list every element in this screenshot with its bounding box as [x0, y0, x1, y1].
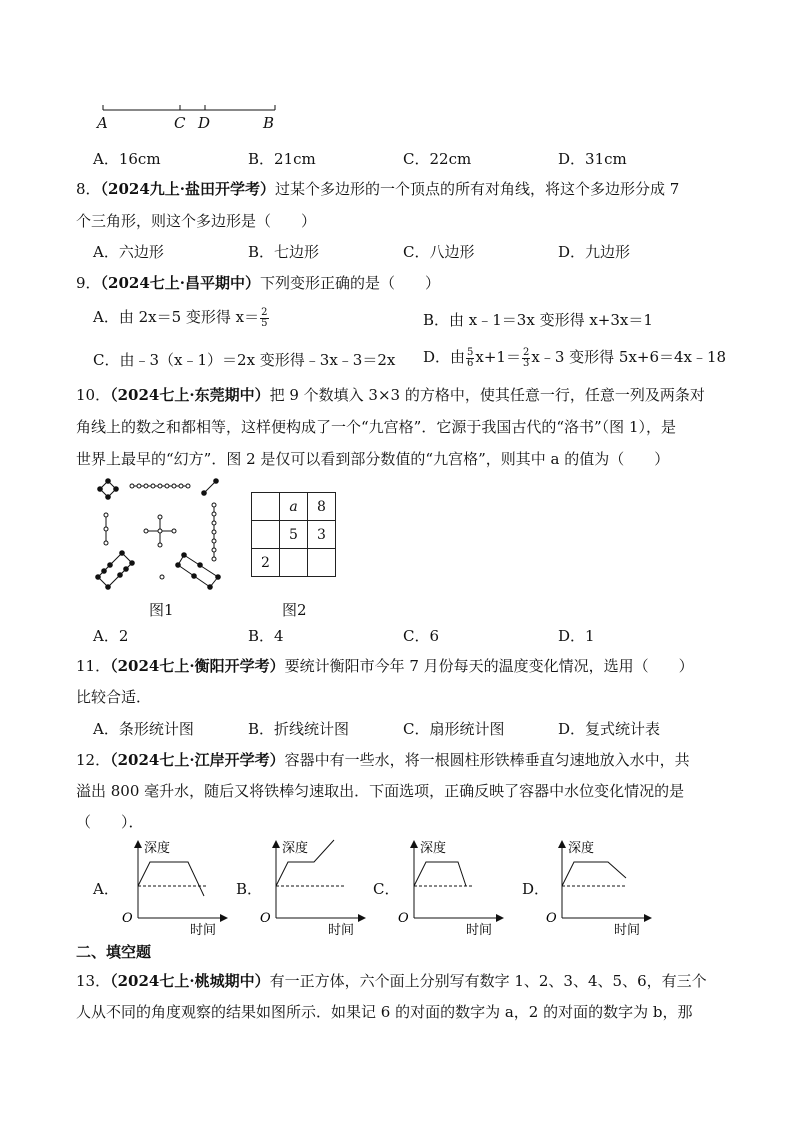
q7-option-d[interactable]: D．31cm: [558, 150, 627, 168]
q10-option-c[interactable]: C．6: [403, 627, 440, 645]
graph-ylabel: 深度: [282, 841, 309, 856]
segment-figure: [95, 100, 285, 134]
grid-cell: [252, 521, 280, 549]
q13-line1: 13．（2024七上·桃城期中）有一正方体，六个面上分别写有数字 1、2、3、4、5、6，有三个: [76, 972, 707, 990]
grid-row: [252, 549, 336, 577]
q8-option-c[interactable]: C．八边形: [403, 243, 475, 261]
q11-option-a[interactable]: A．条形统计图: [93, 720, 194, 738]
q8-line2: 个三角形，则这个多边形是（ ）: [76, 212, 317, 230]
grid-row: [252, 493, 336, 521]
graph-ylabel: 深度: [420, 841, 447, 856]
q10-line2: 角线上的数之和都相等，这样便构成了一个“九宫格”．它源于我国古代的“洛书”（图 1），是: [76, 418, 676, 436]
graph-c: [394, 838, 506, 936]
graph-b: [256, 838, 368, 936]
grid-cell: 8: [308, 493, 336, 521]
q9-stem: 9．（2024七上·昌平期中）下列变形正确的是（ ）: [76, 274, 441, 292]
magic-square-grid: [251, 492, 336, 577]
q10-line1: 10．（2024七上·东莞期中）把 9 个数填入 3×3 的方格中，使其任意一行，任意一列及两条对: [76, 386, 705, 404]
graph-origin: O: [546, 911, 557, 926]
q12-option-b[interactable]: B．: [236, 880, 263, 898]
q8-line1: 8．（2024九上·盐田开学考）过某个多边形的一个顶点的所有对角线，将这个多边形分成 7: [76, 180, 680, 198]
luoshu-figure: [92, 477, 232, 593]
q12-option-c[interactable]: C．: [373, 880, 400, 898]
grid-cell: [280, 549, 308, 577]
grid-cell: [252, 493, 280, 521]
graph-xlabel: 时间: [466, 923, 493, 936]
graph-ylabel: 深度: [568, 841, 595, 856]
grid-cell: 2: [252, 549, 280, 577]
q11-line2: 比较合适．: [76, 688, 152, 706]
q9-option-b[interactable]: B．由 x﹣1＝3x 变形得 x+3x＝1: [423, 311, 653, 329]
q10-option-b[interactable]: B．4: [248, 627, 284, 645]
grid-cell: 5: [280, 521, 308, 549]
q12-line1: 12．（2024七上·江岸开学考）容器中有一些水，将一根圆柱形铁棒垂直匀速地放入水中，共: [76, 751, 690, 769]
graph-xlabel: 时间: [614, 923, 641, 936]
grid-row: [252, 521, 336, 549]
graph-a: [118, 838, 230, 936]
q12-line2: 溢出 800 毫升水，随后又将铁棒匀速取出．下面选项，正确反映了容器中水位变化情况的是: [76, 782, 685, 800]
q12-option-d[interactable]: D．: [522, 880, 550, 898]
q12-option-a[interactable]: A．: [93, 880, 119, 898]
point-label-d: D: [198, 114, 211, 132]
fig2-caption: 图2: [282, 601, 307, 619]
q12-line3: （ ）．: [76, 813, 144, 831]
q11-option-c[interactable]: C．扇形统计图: [403, 720, 505, 738]
grid-cell: a: [280, 493, 308, 521]
grid-cell: [308, 549, 336, 577]
q13-line2: 人从不同的角度观察的结果如图所示．如果记 6 的对面的数字为 a，2 的对面的数字为 b，那: [76, 1003, 693, 1021]
q9-option-d[interactable]: D．由 $\frac{5}{6}$ x+1＝ $\frac{2}{3}$ x﹣3 变形得 5x+6＝4x﹣18: [423, 346, 727, 369]
q11-option-d[interactable]: D．复式统计表: [558, 720, 661, 738]
q11-line1: 11．（2024七上·衡阳开学考）要统计衡阳市今年 7 月份每天的温度变化情况，选用（ ）: [76, 657, 694, 675]
q8-option-b[interactable]: B．七边形: [248, 243, 320, 261]
q11-option-b[interactable]: B．折线统计图: [248, 720, 350, 738]
q9-option-a[interactable]: A．由 2x＝5 变形得 x＝ $\frac{2}{5}$: [93, 306, 268, 329]
q8-option-d[interactable]: D．九边形: [558, 243, 631, 261]
grid-cell: 3: [308, 521, 336, 549]
q7-option-c[interactable]: C．22cm: [403, 150, 472, 168]
graph-xlabel: 时间: [328, 923, 355, 936]
q10-option-d[interactable]: D．1: [558, 627, 595, 645]
graph-xlabel: 时间: [190, 923, 217, 936]
graph-origin: O: [122, 911, 133, 926]
q7-option-a[interactable]: A．16cm: [93, 150, 161, 168]
point-label-c: C: [174, 114, 186, 132]
point-label-b: B: [263, 114, 275, 132]
graph-ylabel: 深度: [144, 841, 171, 856]
q10-option-a[interactable]: A．2: [93, 627, 129, 645]
graph-origin: O: [398, 911, 409, 926]
q9-option-c[interactable]: C．由﹣3（x﹣1）＝2x 变形得﹣3x﹣3＝2x: [93, 351, 396, 369]
q8-option-a[interactable]: A．六边形: [93, 243, 164, 261]
q10-line3: 世界上最早的“幻方”．图 2 是仅可以看到部分数值的“九宫格”，则其中 a 的值为（ ）: [76, 450, 670, 468]
q7-option-b[interactable]: B．21cm: [248, 150, 316, 168]
section-title-fill-blank: 二、填空题: [76, 943, 152, 961]
graph-origin: O: [260, 911, 271, 926]
point-label-a: A: [97, 114, 108, 132]
graph-d: [542, 838, 654, 936]
fig1-caption: 图1: [149, 601, 174, 619]
